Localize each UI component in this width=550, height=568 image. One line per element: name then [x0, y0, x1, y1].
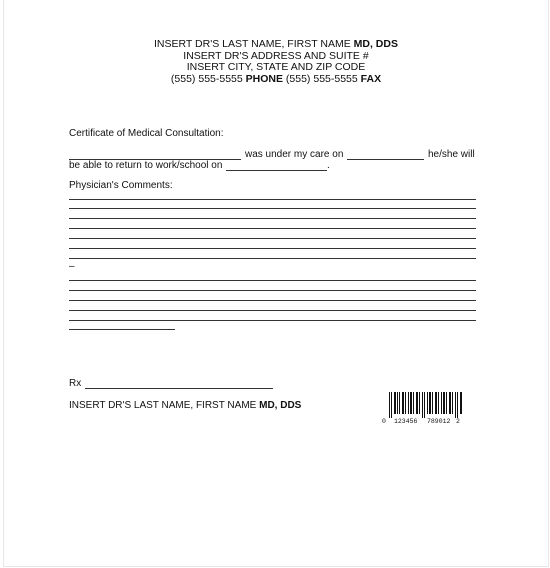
doctor-name: INSERT DR'S LAST NAME, FIRST NAME [154, 38, 351, 50]
return-period: . [327, 160, 330, 171]
return-date-blank[interactable] [226, 170, 327, 171]
comments-dash: – [69, 261, 75, 272]
comment-line-short[interactable] [69, 329, 175, 330]
footer-doctor-line [69, 400, 301, 412]
phone-number: (555) 555-5555 [170, 72, 243, 85]
comment-line[interactable] [69, 310, 476, 311]
barcode-tail-digit: 2 [456, 418, 460, 425]
comment-line[interactable] [69, 208, 476, 209]
comment-line[interactable] [69, 238, 476, 239]
comment-line[interactable] [69, 218, 476, 219]
comment-line[interactable] [69, 290, 476, 291]
doctor-name-line [4, 39, 548, 51]
return-text: be able to return to work/school on [69, 160, 223, 171]
barcode-lead-digit: 0 [382, 418, 386, 425]
footer-doctor-name: INSERT DR'S LAST NAME, FIRST NAME [69, 400, 257, 411]
pronoun-text: he/she will [428, 149, 475, 160]
letterhead [4, 39, 548, 85]
comment-line[interactable] [69, 199, 476, 200]
comment-line[interactable] [69, 280, 476, 281]
comments-label: Physician's Comments: [69, 180, 173, 191]
rx-blank[interactable] [85, 388, 273, 389]
fax-number: (555) 555-5555 [285, 72, 358, 85]
comment-line[interactable] [69, 320, 476, 321]
comment-line[interactable] [69, 228, 476, 229]
fax-label: FAX [360, 72, 382, 85]
address-line: INSERT DR'S ADDRESS AND SUITE # [183, 49, 369, 62]
care-date-blank[interactable] [347, 159, 424, 160]
phone-label: PHONE [245, 72, 283, 85]
city-state-zip-line: INSERT CITY, STATE AND ZIP CODE [186, 61, 366, 73]
certificate-title: Certificate of Medical Consultation: [69, 128, 224, 139]
footer-doctor-credentials: MD, DDS [259, 400, 302, 411]
doctor-credentials: MD, DDS [353, 38, 398, 50]
barcode-digits-left: 123456 [394, 418, 418, 425]
contact-line [4, 74, 548, 86]
barcode-digits-right: 789012 [427, 418, 451, 425]
rx-label: Rx [69, 378, 82, 389]
comment-line[interactable] [69, 248, 476, 249]
barcode-icon [389, 392, 463, 418]
comment-line[interactable] [69, 258, 476, 259]
certificate-page [3, 0, 549, 567]
comment-line[interactable] [69, 300, 476, 301]
under-care-text: was under my care on [245, 149, 344, 160]
